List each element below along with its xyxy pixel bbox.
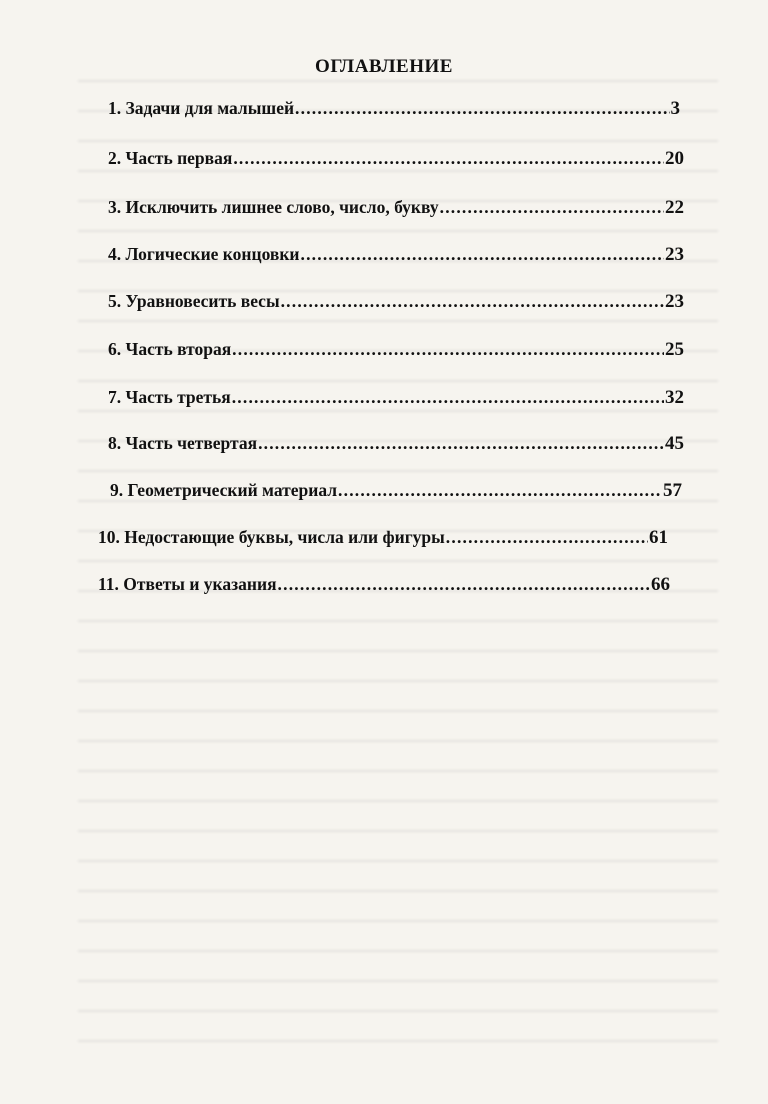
toc-entry-label: 5. Уравновесить весы <box>108 291 280 311</box>
toc-leader-dots <box>446 527 648 548</box>
toc-leader-dots <box>301 244 664 265</box>
toc-entry[interactable] <box>108 148 684 170</box>
toc-entry-page: 32 <box>665 387 684 408</box>
toc-leader-dots <box>295 98 669 119</box>
toc-entry[interactable] <box>108 244 684 266</box>
toc-entry-label: 6. Часть вторая <box>108 339 232 359</box>
toc-entry[interactable] <box>108 387 684 409</box>
toc-entry[interactable] <box>98 574 670 596</box>
page-title: ОГЛАВЛЕНИЕ <box>315 56 453 77</box>
toc-entry-page: 61 <box>649 527 668 548</box>
toc-entry-page: 3 <box>670 98 680 119</box>
toc-entry-label: 7. Часть третья <box>108 387 231 407</box>
toc-entry-label: 9. Геометрический материал <box>110 480 338 500</box>
toc-entry-label: 3. Исключить лишнее слово, число, букву <box>108 197 439 217</box>
toc-entry-page: 66 <box>651 574 670 595</box>
toc-entry-label: 10. Недостающие буквы, числа или фигуры <box>98 527 445 547</box>
toc-entry-label: 2. Часть первая <box>108 148 233 168</box>
toc-leader-dots <box>233 148 664 169</box>
toc-leader-dots <box>258 433 664 454</box>
toc-entry-label: 1. Задачи для малышей <box>108 98 295 118</box>
toc-entry-page: 57 <box>663 480 682 501</box>
toc-leader-dots <box>440 197 664 218</box>
toc-entry[interactable] <box>108 339 684 361</box>
toc-leader-dots <box>338 480 662 501</box>
toc-entry[interactable] <box>98 527 668 549</box>
toc-entry-page: 25 <box>665 339 684 360</box>
toc-leader-dots <box>281 291 664 312</box>
toc-entry-label: 8. Часть четвертая <box>108 433 258 453</box>
toc-entry-page: 23 <box>665 244 684 265</box>
toc-leader-dots <box>232 387 664 408</box>
toc-entry[interactable] <box>110 480 682 502</box>
toc-entry-page: 22 <box>665 197 684 218</box>
toc-leader-dots <box>232 339 664 360</box>
toc-entry[interactable] <box>108 197 684 219</box>
toc-leader-dots <box>278 574 650 595</box>
toc-entry-page: 23 <box>665 291 684 312</box>
toc-entry-label: 4. Логические концовки <box>108 244 300 264</box>
toc-entry[interactable] <box>108 433 684 455</box>
toc-entry-page: 20 <box>665 148 684 169</box>
toc-entry-page: 45 <box>665 433 684 454</box>
toc-entry[interactable] <box>108 291 684 313</box>
toc-entry[interactable] <box>108 98 680 120</box>
toc-entry-label: 11. Ответы и указания <box>98 574 277 594</box>
